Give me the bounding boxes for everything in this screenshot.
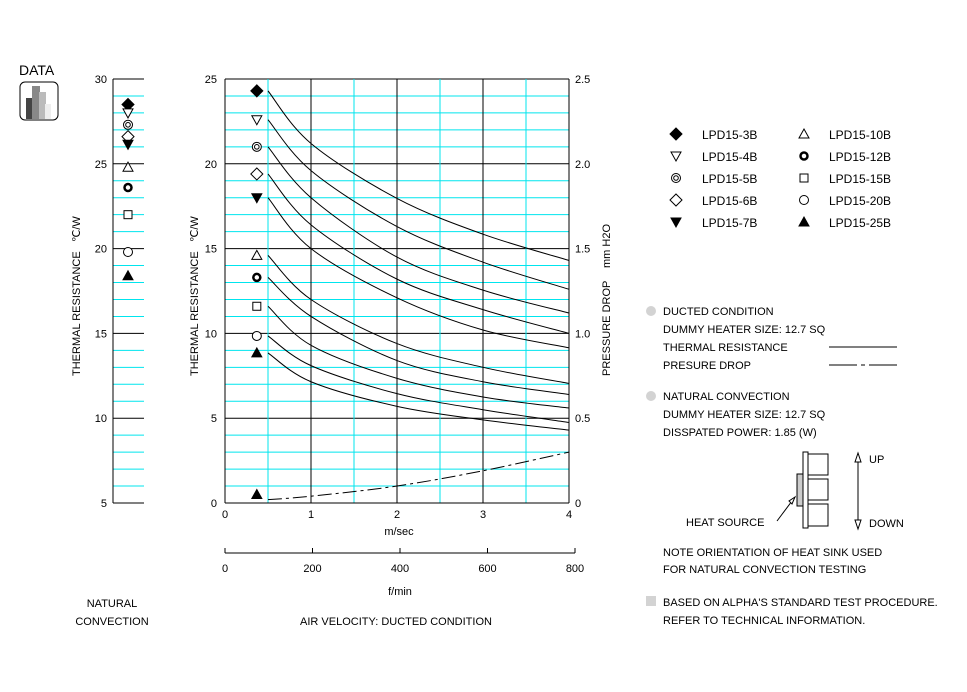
y2tick-label: 1.0 [575,328,591,341]
ducted-double-circle-icon [252,142,261,151]
ducted-caption: AIR VELOCITY: DUCTED CONDITION [300,616,492,628]
triangle-up-filled-icon [799,217,809,226]
circle [124,247,133,256]
ducted-triangle-down-open-icon [252,116,262,125]
ducted-heading: DUCTED CONDITION [663,306,774,318]
y2tick-label: 2.5 [575,74,591,86]
triangle-up-open-icon [799,129,809,138]
procedure-note-1: BASED ON ALPHA'S STANDARD TEST PROCEDURE. [663,597,938,609]
circle [125,184,132,191]
pressure-drop-curve [268,452,569,499]
triangle [799,217,809,226]
x2tick-label: 800 [565,563,585,575]
procedure-note-2: REFER TO TECHNICAL INFORMATION. [663,615,866,627]
thermal-resistance-curves [268,91,569,500]
legend-label: LPD15-20B [829,194,892,208]
ytick-label: 20 [204,158,217,171]
triangle [252,116,262,125]
curve-lpd15-3b [268,91,569,261]
circle-open-icon [800,196,809,205]
legend-item [800,172,891,186]
bullet-icon [646,391,656,401]
triangle [123,271,133,280]
legend-item [672,172,758,186]
x2tick-label: 400 [390,563,410,575]
bold-circle-icon [801,153,808,160]
pressure-yunit: mm H2O [601,224,613,268]
pressure-drop-marker-icon [252,490,262,499]
legend-label: LPD15-5B [702,172,758,186]
natural-heading: NATURAL CONVECTION [663,391,790,403]
legend-label: LPD15-3B [702,128,758,142]
square-open-icon [800,174,808,182]
curve-lpd15-7b [268,198,569,348]
legend-item [671,216,757,230]
natural-bold-circle-icon [125,184,132,191]
orientation-note-2: FOR NATURAL CONVECTION TESTING [663,564,867,576]
circle [672,174,681,183]
natural-ylabel: THERMAL RESISTANCE [71,251,83,376]
natural-ytick-label: 25 [94,158,107,171]
natural-ytick-label: 10 [94,413,107,426]
xtick-label: 0 [221,509,229,521]
triangle [252,348,262,357]
thermal-resistance-label: THERMAL RESISTANCE [663,342,788,354]
pressure-drop-label: PRESURE DROP [663,360,752,372]
xlabel-fmin: f/min [388,586,412,598]
circle [800,196,809,205]
notes [646,306,938,627]
pressure-ylabel: PRESSURE DROP [601,280,613,376]
triangle [671,152,681,161]
natural-triangle-up-filled-icon [123,271,133,280]
circle [801,153,808,160]
diamond [251,168,263,180]
legend-label: LPD15-25B [829,216,892,230]
ducted-circle-open-icon [252,331,261,340]
ducted-ylabel: THERMAL RESISTANCE [189,251,201,376]
triangle [252,490,262,499]
natural-ytick-label: 20 [94,243,107,256]
legend [670,128,891,230]
legend-label: LPD15-15B [829,172,892,186]
ducted-triangle-up-filled-icon [252,348,262,357]
y2tick-label: 0 [575,498,582,510]
y2tick-label: 0.5 [575,413,591,426]
ducted-yunit: ℃/W [189,216,201,242]
x2tick-label: 0 [221,563,229,575]
bullet-icon [646,306,656,316]
natural-circle-open-icon [124,247,133,256]
square [800,174,808,182]
legend-item [670,128,757,142]
ducted-bold-circle-icon [253,274,260,281]
ducted-diamond-filled-icon [251,85,263,97]
xtick-label: 1 [307,509,315,521]
natural-ytick-label: 5 [100,498,107,510]
triangle [671,218,681,227]
ytick-label: 25 [204,74,217,86]
double-circle-icon [672,174,681,183]
xtick-label: 3 [479,509,487,521]
legend-label: LPD15-12B [829,150,892,164]
circle [252,142,261,151]
data-icon [20,82,58,120]
down-label: DOWN [869,518,904,530]
up-label: UP [869,454,885,466]
natural-ytick-label: 15 [94,328,107,341]
diamond-open-icon [670,194,682,206]
natural-square-open-icon [124,211,132,219]
natural-caption-1: NATURAL [86,598,138,610]
tick-labels [95,74,591,575]
natural-yunit: ℃/W [71,216,83,242]
natural-ytick-label: 30 [94,74,107,86]
legend-label: LPD15-10B [829,128,892,142]
ducted-square-open-icon [253,302,261,310]
orientation-note-1: NOTE ORIENTATION OF HEAT SINK USED [663,547,883,559]
legend-item [799,216,891,230]
diamond [670,194,682,206]
xtick-label: 2 [393,509,401,521]
ducted-heater: DUMMY HEATER SIZE: 12.7 SQ [663,324,826,336]
xtick-label: 4 [565,509,573,521]
xlabel-msec: m/sec [384,526,414,538]
x2tick-label: 200 [303,563,322,575]
natural-double-circle-icon [124,120,133,129]
curve-lpd15-20b [268,336,569,422]
ytick-label: 15 [204,243,217,256]
square-bullet-icon [646,596,656,606]
legend-label: LPD15-4B [702,150,758,164]
heat-source-block [797,474,803,506]
ytick-label: 0 [210,498,217,510]
square [253,302,261,310]
diamond [670,128,682,140]
natural-triangle-down-filled-icon [123,140,133,149]
curve-lpd15-10b [268,255,569,383]
legend-item [799,128,891,142]
natural-heater: DUMMY HEATER SIZE: 12.7 SQ [663,409,826,421]
ducted-grid [225,79,569,503]
square [124,211,132,219]
circle [124,120,133,129]
triangle-down-filled-icon [671,218,681,227]
diamond-filled-icon [670,128,682,140]
ducted-triangle-up-open-icon [252,250,262,259]
legend-item [671,150,757,164]
legend-item [800,194,892,208]
natural-power: DISSPATED POWER: 1.85 (W) [663,427,817,439]
ytick-label: 10 [204,328,217,341]
x2tick-label: 600 [478,563,497,575]
legend-label: LPD15-6B [702,194,758,208]
ducted-diamond-open-icon [251,168,263,180]
heat-source-label: HEAT SOURCE [686,517,765,529]
y2tick-label: 1.5 [575,243,591,256]
circle [252,331,261,340]
triangle [799,129,809,138]
data-title: DATA [19,62,55,78]
triangle [252,250,262,259]
diamond [251,85,263,97]
legend-label: LPD15-7B [702,216,758,230]
ytick-label: 5 [210,413,217,426]
triangle [123,140,133,149]
curve-lpd15-12b [268,277,569,394]
y2tick-label: 2.0 [575,158,591,171]
natural-caption-2: CONVECTION [75,616,149,628]
legend-item [801,150,892,164]
circle [253,274,260,281]
legend-item [670,194,757,208]
triangle-down-open-icon [671,152,681,161]
heat-sink-diagram [686,452,904,530]
